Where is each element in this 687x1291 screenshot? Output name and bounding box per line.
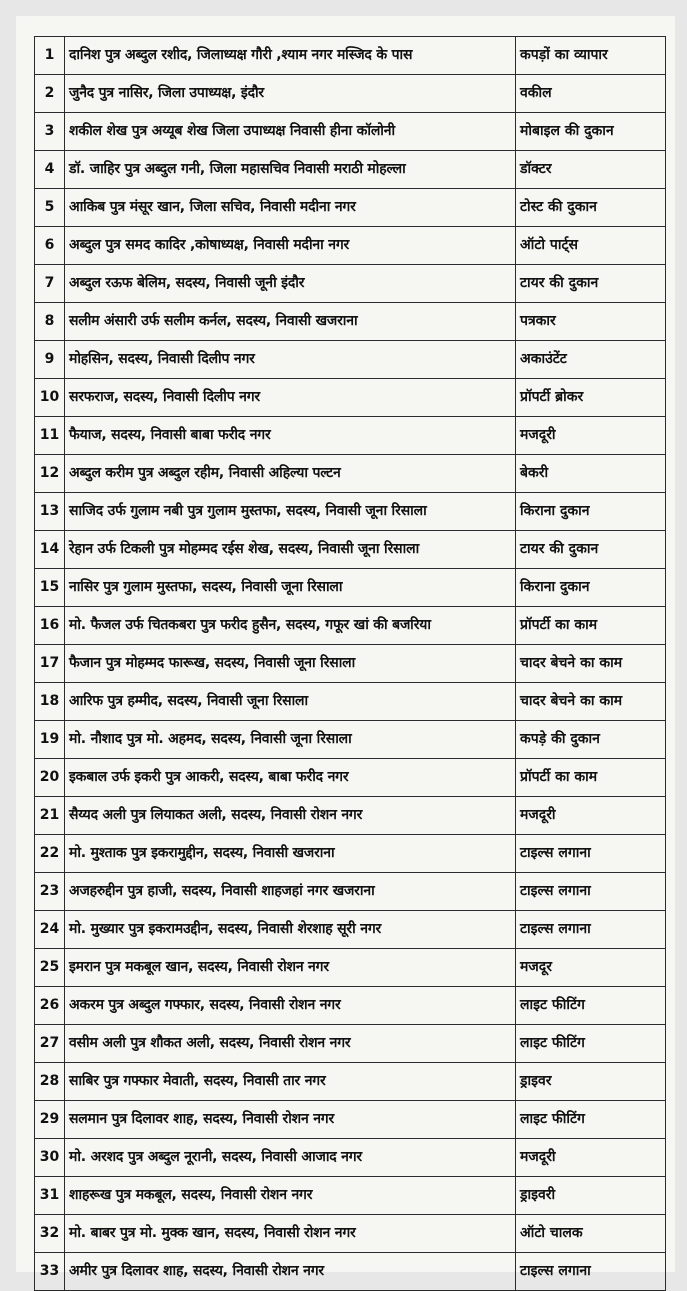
table-row	[35, 873, 666, 911]
row-name-details: जुनैद पुत्र नासिर, जिला उपाध्यक्ष, इंदौर	[65, 75, 516, 113]
row-name-details: सैय्यद अली पुत्र लियाकत अली, सदस्य, निवासी रोशन नगर	[65, 797, 516, 835]
row-name-details: मो. फैजल उर्फ चितकबरा पुत्र फरीद हुसैन, सदस्य, गफूर खां की बजरिया	[65, 607, 516, 645]
table-row	[35, 227, 666, 265]
table-row	[35, 1177, 666, 1215]
table-row	[35, 683, 666, 721]
row-name-details: आकिब पुत्र मंसूर खान, जिला सचिव, निवासी मदीना नगर	[65, 189, 516, 227]
row-name-details: सरफराज, सदस्य, निवासी दिलीप नगर	[65, 379, 516, 417]
row-name-details: दानिश पुत्र अब्दुल रशीद, जिलाध्यक्ष गौरी ,श्याम नगर मस्जिद के पास	[65, 37, 516, 75]
row-name-details: अजहरुद्दीन पुत्र हाजी, सदस्य, निवासी शाहजहां नगर खजराना	[65, 873, 516, 911]
row-serial-number: 11	[35, 417, 65, 455]
row-occupation: चादर बेचने का काम	[516, 645, 666, 683]
row-serial-number: 4	[35, 151, 65, 189]
row-serial-number: 20	[35, 759, 65, 797]
row-name-details: रेहान उर्फ टिकली पुत्र मोहम्मद रईस शेख, सदस्य, निवासी जूना रिसाला	[65, 531, 516, 569]
row-occupation: टाइल्स लगाना	[516, 873, 666, 911]
newspaper-clipping	[16, 16, 675, 1279]
row-occupation: बेकरी	[516, 455, 666, 493]
row-name-details: डॉ. जाहिर पुत्र अब्दुल गनी, जिला महासचिव निवासी मराठी मोहल्ला	[65, 151, 516, 189]
row-name-details: इकबाल उर्फ इकरी पुत्र आकरी, सदस्य, बाबा फरीद नगर	[65, 759, 516, 797]
row-serial-number: 22	[35, 835, 65, 873]
row-serial-number: 32	[35, 1215, 65, 1253]
row-occupation: मजदूरी	[516, 797, 666, 835]
row-occupation: ड्राइवरी	[516, 1177, 666, 1215]
row-occupation: अकाउंटेंट	[516, 341, 666, 379]
table-row	[35, 1063, 666, 1101]
row-occupation: लाइट फीटिंग	[516, 987, 666, 1025]
table-row	[35, 303, 666, 341]
row-occupation: ऑटो पार्ट्स	[516, 227, 666, 265]
table-body	[35, 37, 666, 1291]
row-name-details: वसीम अली पुत्र शौकत अली, सदस्य, निवासी रोशन नगर	[65, 1025, 516, 1063]
row-serial-number: 6	[35, 227, 65, 265]
table-row	[35, 645, 666, 683]
row-serial-number: 30	[35, 1139, 65, 1177]
row-occupation: डॉक्टर	[516, 151, 666, 189]
row-occupation: किराना दुकान	[516, 493, 666, 531]
row-occupation: मजदूरी	[516, 1139, 666, 1177]
table-row	[35, 417, 666, 455]
table-row	[35, 493, 666, 531]
row-occupation: मोबाइल की दुकान	[516, 113, 666, 151]
table-row	[35, 151, 666, 189]
table-row	[35, 797, 666, 835]
row-serial-number: 27	[35, 1025, 65, 1063]
row-name-details: मोहसिन, सदस्य, निवासी दिलीप नगर	[65, 341, 516, 379]
row-name-details: सलमान पुत्र दिलावर शाह, सदस्य, निवासी रोशन नगर	[65, 1101, 516, 1139]
row-serial-number: 2	[35, 75, 65, 113]
row-occupation: टाइल्स लगाना	[516, 835, 666, 873]
row-occupation: चादर बेचने का काम	[516, 683, 666, 721]
table-row	[35, 607, 666, 645]
row-serial-number: 33	[35, 1253, 65, 1291]
row-serial-number: 28	[35, 1063, 65, 1101]
table-row	[35, 987, 666, 1025]
row-serial-number: 8	[35, 303, 65, 341]
table-row	[35, 379, 666, 417]
table-row	[35, 455, 666, 493]
table-row	[35, 835, 666, 873]
row-occupation: ड्राइवर	[516, 1063, 666, 1101]
row-serial-number: 9	[35, 341, 65, 379]
row-name-details: नासिर पुत्र गुलाम मुस्तफा, सदस्य, निवासी जूना रिसाला	[65, 569, 516, 607]
row-name-details: अकरम पुत्र अब्दुल गफ्फार, सदस्य, निवासी रोशन नगर	[65, 987, 516, 1025]
row-occupation: लाइट फीटिंग	[516, 1025, 666, 1063]
row-serial-number: 18	[35, 683, 65, 721]
table-row	[35, 75, 666, 113]
row-name-details: शकील शेख पुत्र अय्यूब शेख जिला उपाध्यक्ष निवासी हीना कॉलोनी	[65, 113, 516, 151]
row-serial-number: 25	[35, 949, 65, 987]
table-row	[35, 1253, 666, 1291]
row-serial-number: 26	[35, 987, 65, 1025]
row-occupation: किराना दुकान	[516, 569, 666, 607]
row-occupation: मजदूर	[516, 949, 666, 987]
row-name-details: अब्दुल रऊफ बेलिम, सदस्य, निवासी जूनी इंदौर	[65, 265, 516, 303]
table-row	[35, 1101, 666, 1139]
row-serial-number: 16	[35, 607, 65, 645]
row-serial-number: 13	[35, 493, 65, 531]
row-serial-number: 19	[35, 721, 65, 759]
row-name-details: मो. मुख्यार पुत्र इकरामउद्दीन, सदस्य, निवासी शेरशाह सूरी नगर	[65, 911, 516, 949]
row-occupation: प्रॉपर्टी ब्रोकर	[516, 379, 666, 417]
table-row	[35, 1139, 666, 1177]
table-row	[35, 341, 666, 379]
row-occupation: कपड़ों का व्यापार	[516, 37, 666, 75]
row-serial-number: 21	[35, 797, 65, 835]
row-serial-number: 10	[35, 379, 65, 417]
table-row	[35, 1215, 666, 1253]
row-name-details: अमीर पुत्र दिलावर शाह, सदस्य, निवासी रोशन नगर	[65, 1253, 516, 1291]
table-row	[35, 949, 666, 987]
table-row	[35, 531, 666, 569]
row-serial-number: 23	[35, 873, 65, 911]
row-serial-number: 15	[35, 569, 65, 607]
table-row	[35, 759, 666, 797]
row-name-details: मो. बाबर पुत्र मो. मुक्क खान, सदस्य, निवासी रोशन नगर	[65, 1215, 516, 1253]
row-occupation: कपड़े की दुकान	[516, 721, 666, 759]
table-row	[35, 113, 666, 151]
row-name-details: शाहरूख पुत्र मकबूल, सदस्य, निवासी रोशन नगर	[65, 1177, 516, 1215]
row-name-details: अब्दुल पुत्र समद कादिर ,कोषाध्यक्ष, निवासी मदीना नगर	[65, 227, 516, 265]
table-row	[35, 265, 666, 303]
member-list-table	[34, 36, 666, 1291]
row-name-details: साजिद उर्फ गुलाम नबी पुत्र गुलाम मुस्तफा, सदस्य, निवासी जूना रिसाला	[65, 493, 516, 531]
table-row	[35, 721, 666, 759]
table-row	[35, 37, 666, 75]
row-serial-number: 14	[35, 531, 65, 569]
row-name-details: फैजान पुत्र मोहम्मद फारूख, सदस्य, निवासी जूना रिसाला	[65, 645, 516, 683]
row-serial-number: 3	[35, 113, 65, 151]
row-name-details: फैयाज, सदस्य, निवासी बाबा फरीद नगर	[65, 417, 516, 455]
row-name-details: आरिफ पुत्र हम्मीद, सदस्य, निवासी जूना रिसाला	[65, 683, 516, 721]
table-row	[35, 189, 666, 227]
row-occupation: टाइल्स लगाना	[516, 911, 666, 949]
row-occupation: लाइट फीटिंग	[516, 1101, 666, 1139]
row-serial-number: 1	[35, 37, 65, 75]
row-occupation: टायर की दुकान	[516, 265, 666, 303]
row-serial-number: 31	[35, 1177, 65, 1215]
row-name-details: मो. अरशद पुत्र अब्दुल नूरानी, सदस्य, निवासी आजाद नगर	[65, 1139, 516, 1177]
row-occupation: प्रॉपर्टी का काम	[516, 607, 666, 645]
row-occupation: पत्रकार	[516, 303, 666, 341]
row-name-details: मो. नौशाद पुत्र मो. अहमद, सदस्य, निवासी जूना रिसाला	[65, 721, 516, 759]
row-name-details: इमरान पुत्र मकबूल खान, सदस्य, निवासी रोशन नगर	[65, 949, 516, 987]
row-name-details: साबिर पुत्र गफ्फार मेवाती, सदस्य, निवासी तार नगर	[65, 1063, 516, 1101]
row-serial-number: 24	[35, 911, 65, 949]
row-serial-number: 29	[35, 1101, 65, 1139]
row-occupation: टोस्ट की दुकान	[516, 189, 666, 227]
table-row	[35, 569, 666, 607]
row-occupation: ऑटो चालक	[516, 1215, 666, 1253]
row-name-details: अब्दुल करीम पुत्र अब्दुल रहीम, निवासी अहिल्या पल्टन	[65, 455, 516, 493]
row-name-details: मो. मुश्ताक पुत्र इकरामुद्दीन, सदस्य, निवासी खजराना	[65, 835, 516, 873]
table-row	[35, 911, 666, 949]
row-serial-number: 5	[35, 189, 65, 227]
row-occupation: टाइल्स लगाना	[516, 1253, 666, 1291]
row-occupation: वकील	[516, 75, 666, 113]
row-serial-number: 12	[35, 455, 65, 493]
row-occupation: मजदूरी	[516, 417, 666, 455]
row-serial-number: 17	[35, 645, 65, 683]
row-serial-number: 7	[35, 265, 65, 303]
row-name-details: सलीम अंसारी उर्फ सलीम कर्नल, सदस्य, निवासी खजराना	[65, 303, 516, 341]
row-occupation: प्रॉपर्टी का काम	[516, 759, 666, 797]
table-row	[35, 1025, 666, 1063]
row-occupation: टायर की दुकान	[516, 531, 666, 569]
